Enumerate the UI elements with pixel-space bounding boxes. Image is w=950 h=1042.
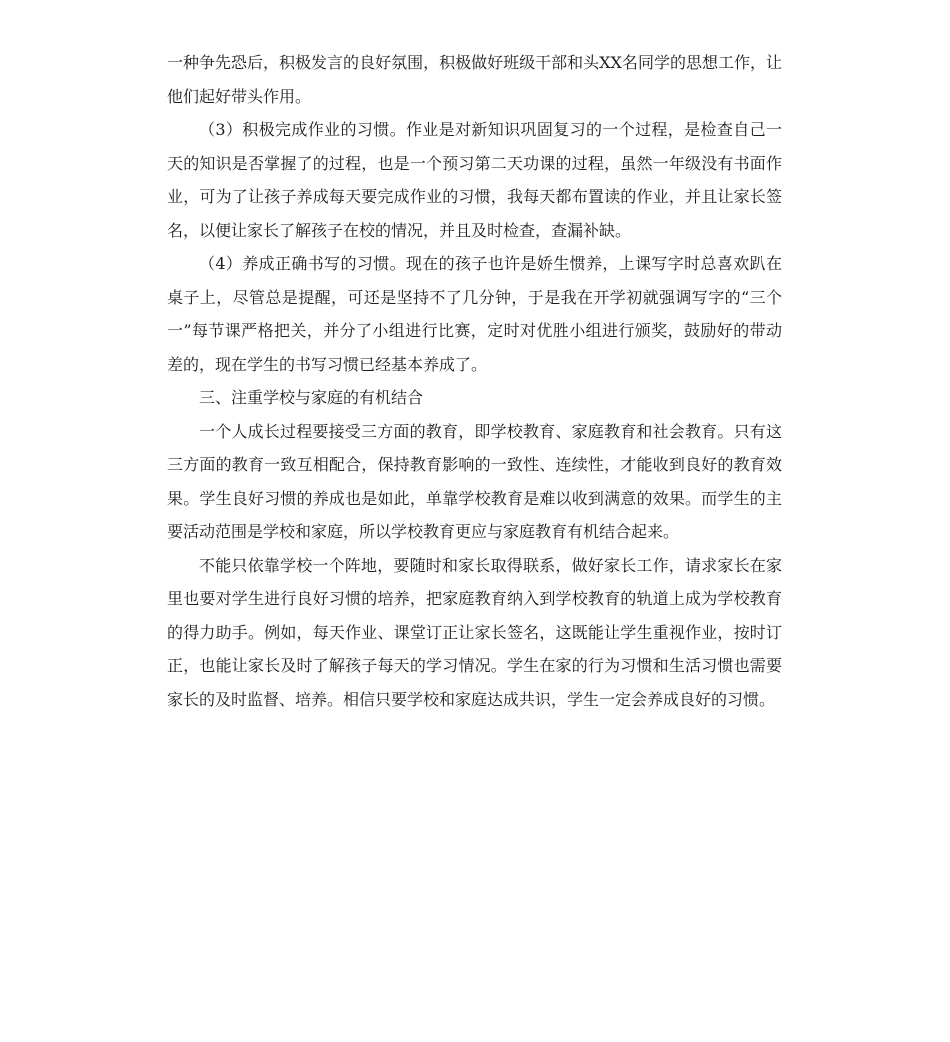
paragraph-writing-habit: （4）养成正确书写的习惯。现在的孩子也许是娇生惯养，上课写字时总喜欢趴在桌子上，尽管总是提醒，可还是坚持不了几分钟，于是我在开学初就强调写字的“三个一”每节课严格把关，并分了小组进行比赛，定时对优胜小组进行颁奖，鼓励好的带动差的，现在学生的书写习惯已经基本养成了。: [167, 254, 782, 374]
paragraph-parent-cooperation: 不能只依靠学校一个阵地，要随时和家长取得联系，做好家长工作，请求家长在家里也要对学生进行良好习惯的培养，把家庭教育纳入到学校教育的轨道上成为学校教育的得力助手。例如，每天作业、课堂订正让家长签名，这既能让学生重视作业，按时订正，也能让家长及时了解孩子每天的学习情况。学生在家的行为习惯和生活习惯也需要家长的及时监督、培养。相信只要学校和家庭达成共识，学生一定会养成良好的习惯。: [167, 555, 782, 709]
paragraph-homework-habit: （3）积极完成作业的习惯。作业是对新知识巩固复习的一个过程，是检查自己一天的知识是否掌握了的过程，也是一个预习第二天功课的过程，虽然一年级没有书面作业，可为了让孩子养成每天要完成作业的习惯，我每天都布置读的作业，并且让家长签名，以便让家长了解孩子在校的情况，并且及时检查，查漏补缺。: [167, 120, 782, 240]
paragraph-continuation: 一种争先恐后，积极发言的良好氛围，积极做好班级干部和头XX名同学的思想工作，让他们起好带头作用。: [167, 53, 782, 106]
paragraph-three-educations: 一个人成长过程要接受三方面的教育，即学校教育、家庭教育和社会教育。只有这三方面的教育一致互相配合，保持教育影响的一致性、连续性，才能收到良好的教育效果。学生良好习惯的养成也是如此，单靠学校教育是难以收到满意的效果。而学生的主要活动范围是学校和家庭，所以学校教育更应与家庭教育有机结合起来。: [167, 421, 782, 541]
section-heading-school-family: 三、注重学校与家庭的有机结合: [199, 388, 424, 407]
document-page: [167, 46, 782, 716]
